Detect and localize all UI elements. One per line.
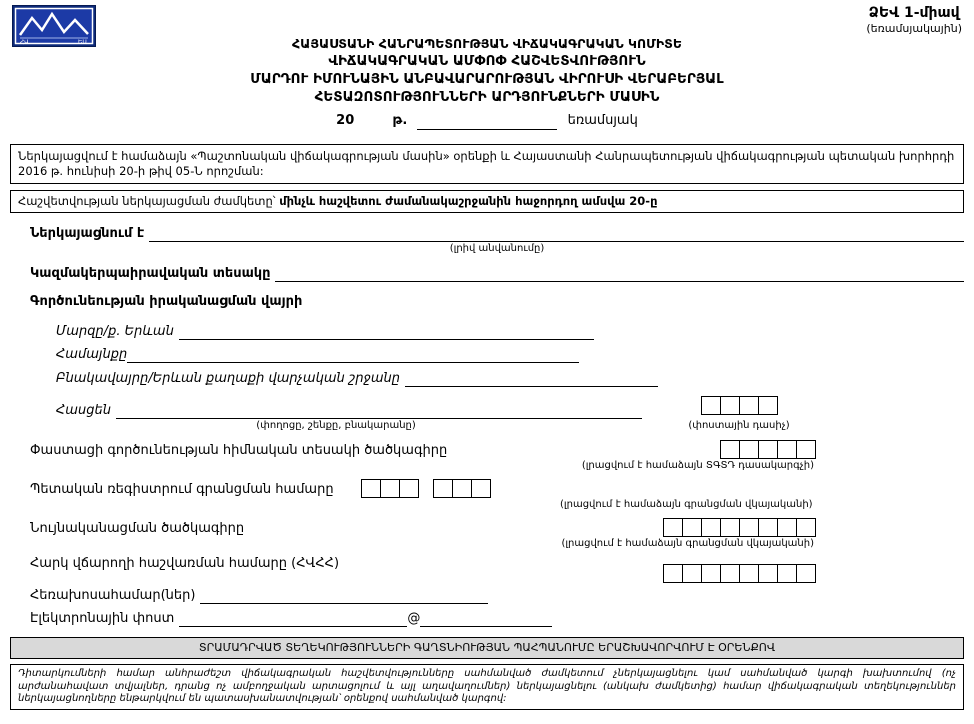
email-at-symbol: @: [407, 611, 421, 626]
code-cell[interactable]: [433, 479, 453, 498]
code-cell[interactable]: [777, 440, 797, 459]
report-subject-line2: ՀԵՏԱԶՈՏՈՒԹՅՈՒՆՆԵՐԻ ԱՐԴՅՈՒՆՔՆԵՐԻ ՄԱՍԻՆ: [314, 89, 660, 105]
code-cell[interactable]: [701, 396, 721, 415]
region-label: Մարզը/ք. Երևան: [56, 324, 174, 339]
committee-name: ՀԱՅԱՍՏԱՆԻ ՀԱՆՐԱՊԵՏՈՒԹՅԱՆ ՎԻՃԱԿԱԳՐԱԿԱՆ ԿՈՄԻՏԵ: [292, 36, 682, 51]
id-code-hint: (լրացվում է համաձայն գրանցման վկայականի): [561, 538, 814, 549]
code-cell[interactable]: [720, 396, 740, 415]
code-cell[interactable]: [701, 518, 721, 537]
code-cell[interactable]: [701, 564, 721, 583]
email-domain-input-line[interactable]: [420, 612, 552, 627]
activity-code-label: Փաստացի գործունեության հիմնական տեսակի ծածկագիրը: [30, 443, 448, 458]
code-cell[interactable]: [796, 518, 816, 537]
code-cell[interactable]: [663, 564, 683, 583]
code-cell[interactable]: [739, 440, 759, 459]
code-cell[interactable]: [471, 479, 491, 498]
code-cell[interactable]: [777, 518, 797, 537]
armstat-logo-graphic: [12, 5, 96, 47]
tin-label: Հարկ վճարողի հաշվառման համարը (ՀՎՀՀ): [30, 556, 340, 571]
region-input-line[interactable]: [179, 325, 594, 340]
settlement-label: Բնակավայրը/Երևան քաղաքի վարչական շրջանը: [56, 371, 400, 386]
code-cell[interactable]: [682, 518, 702, 537]
confidentiality-bar: ՏՐԱՄԱԴՐՎԱԾ ՏԵՂԵԿՈՒԹՅՈՒՆՆԵՐԻ ԳԱՂՏՆԻՈՒԹՅԱՆ ՊԱՀՊԱՆՈՒՄԸ ԵՐԱՇԽԱՎՈՐՎՈՒՄ Է ՕՐԵՆՔՈՎ: [10, 637, 964, 659]
presents-label: Ներկայացնում է: [30, 226, 145, 241]
activity-code-hint: (լրացվում է համաձայն ՏԳՏԴ դասակարգչի): [581, 460, 814, 471]
quarter-label: եռամսյակ: [567, 113, 638, 128]
code-cell[interactable]: [739, 396, 759, 415]
field-register-number: [30, 479, 964, 498]
register-cells-group1: [361, 479, 419, 498]
field-address: [56, 402, 642, 419]
tin-cells: [663, 564, 816, 583]
presents-input-line[interactable]: [149, 227, 964, 242]
code-cell[interactable]: [758, 396, 778, 415]
code-cell[interactable]: [399, 479, 419, 498]
code-cell[interactable]: [739, 564, 759, 583]
postal-column: [654, 396, 824, 432]
phone-label: Հեռախոսահամար(ներ): [30, 588, 196, 603]
legal-basis-notice: Ներկայացվում է համաձայն «Պաշտոնական վիճակագրության մասին» օրենքի և Հայաստանի Հանրապետության վիճակագրության պետական խորհրդի 2016 թ. հունիսի 20-ի թիվ 05-Ն որոշման:: [10, 144, 964, 184]
address-hint: (փողոցը, շենքը, բնակարանը): [256, 420, 416, 431]
field-email: [30, 610, 964, 627]
code-cell[interactable]: [758, 564, 778, 583]
form-fields: [30, 225, 964, 627]
quarter-input-line[interactable]: [417, 115, 557, 130]
report-title: ՎԻՃԱԿԱԳՐԱԿԱՆ ԱՄՓՈՓ ՀԱՇՎԵՏՎՈՒԹՅՈՒՆ: [328, 53, 646, 69]
register-number-label: Պետական ռեգիստրում գրանցման համարը: [30, 482, 334, 497]
register-cells-group2: [433, 479, 491, 498]
code-cell[interactable]: [777, 564, 797, 583]
report-subject-line1: ՄԱՐԴՈՒ ԻՄՈՒՆԱՅԻՆ ԱՆԲԱՎԱՐԱՐՈՒԹՅԱՆ ՎԻՐՈՒՍԻ ՎԵՐԱԲԵՐՅԱԼ: [250, 71, 724, 87]
address-column: [30, 402, 642, 432]
legal-type-input-line[interactable]: [275, 267, 964, 282]
presents-hint: (լրիվ անվանումը): [449, 243, 545, 254]
field-legal-type: [30, 265, 964, 282]
code-cell[interactable]: [361, 479, 381, 498]
location-title: Գործունեության իրականացման վայրի: [30, 294, 303, 309]
armstat-logo: [12, 5, 96, 47]
header: [10, 35, 964, 130]
email-local-input-line[interactable]: [179, 612, 407, 627]
deadline-label: Հաշվետվության ներկայացման ժամկետը՝: [18, 194, 276, 208]
period-line: [10, 112, 964, 130]
deadline-value: մինչև հաշվետու ժամանակաշրջանին հաջորդող ամսվա 20-ը: [279, 194, 658, 208]
code-cell[interactable]: [796, 564, 816, 583]
liability-notice: Դիտարկումների համար անհրաժեշտ վիճակագրական հաշվետվությունները սահմանված ժամկետում չներկայացնելու կամ սահմանված կարգի խախտումով (ոչ արժանահավատ տվյալներ, դրանց ոչ ամբողջական արտացոլում և այլ աղավաղումներ) ներկայացնելու (անկախ ժամկետից) համար վիճակագրական տեղեկություններ ներկայացնողները ենթարկվում են պատասխանատվության՝ օրենքով սահմանված կարգով:: [10, 664, 964, 710]
address-label: Հասցեն: [56, 403, 111, 418]
code-cell[interactable]: [380, 479, 400, 498]
code-cell[interactable]: [720, 440, 740, 459]
code-cell[interactable]: [739, 518, 759, 537]
community-label: Համայնքը: [56, 347, 128, 362]
code-cell[interactable]: [452, 479, 472, 498]
code-cell[interactable]: [758, 518, 778, 537]
form-code-block: [866, 6, 962, 36]
field-community: [56, 346, 964, 363]
id-code-label: Նույնականացման ծածկագիրը: [30, 521, 245, 536]
logo-right-letters: ԵԱ: [78, 39, 87, 46]
community-input-line[interactable]: [127, 348, 579, 363]
form-code-label: ՁԵՎ 1-միավ: [868, 5, 960, 21]
address-input-line[interactable]: [116, 404, 642, 419]
code-cell[interactable]: [663, 518, 683, 537]
field-region: [56, 323, 964, 340]
id-code-cells: [663, 518, 816, 537]
register-number-hint: (լրացվում է համաձայն գրանցման վկայականի): [560, 499, 813, 510]
postal-hint: (փոստային դասիչ): [688, 420, 790, 431]
code-cell[interactable]: [758, 440, 778, 459]
code-cell[interactable]: [796, 440, 816, 459]
code-cell[interactable]: [682, 564, 702, 583]
field-activity-code: [30, 440, 964, 459]
year-prefix: 20: [336, 113, 355, 128]
email-label: Էլեկտրոնային փոստ: [30, 611, 175, 626]
form-periodicity-label: (եռամսյակային): [866, 22, 962, 35]
field-address-row: [30, 396, 964, 432]
code-cell[interactable]: [720, 564, 740, 583]
deadline-notice: [10, 190, 964, 213]
field-id-code: [30, 518, 964, 537]
phone-input-line[interactable]: [200, 589, 488, 604]
field-settlement: [56, 370, 964, 387]
year-suffix: թ.: [392, 113, 408, 128]
legal-type-label: Կազմակերպաիրավական տեսակը: [30, 266, 271, 281]
activity-code-cells: [720, 440, 816, 459]
field-tin: [30, 555, 964, 583]
code-cell[interactable]: [720, 518, 740, 537]
settlement-input-line[interactable]: [405, 372, 658, 387]
field-phone: [30, 587, 964, 604]
logo-left-letters: ՀՎ: [20, 39, 29, 46]
field-presents: [30, 225, 964, 242]
